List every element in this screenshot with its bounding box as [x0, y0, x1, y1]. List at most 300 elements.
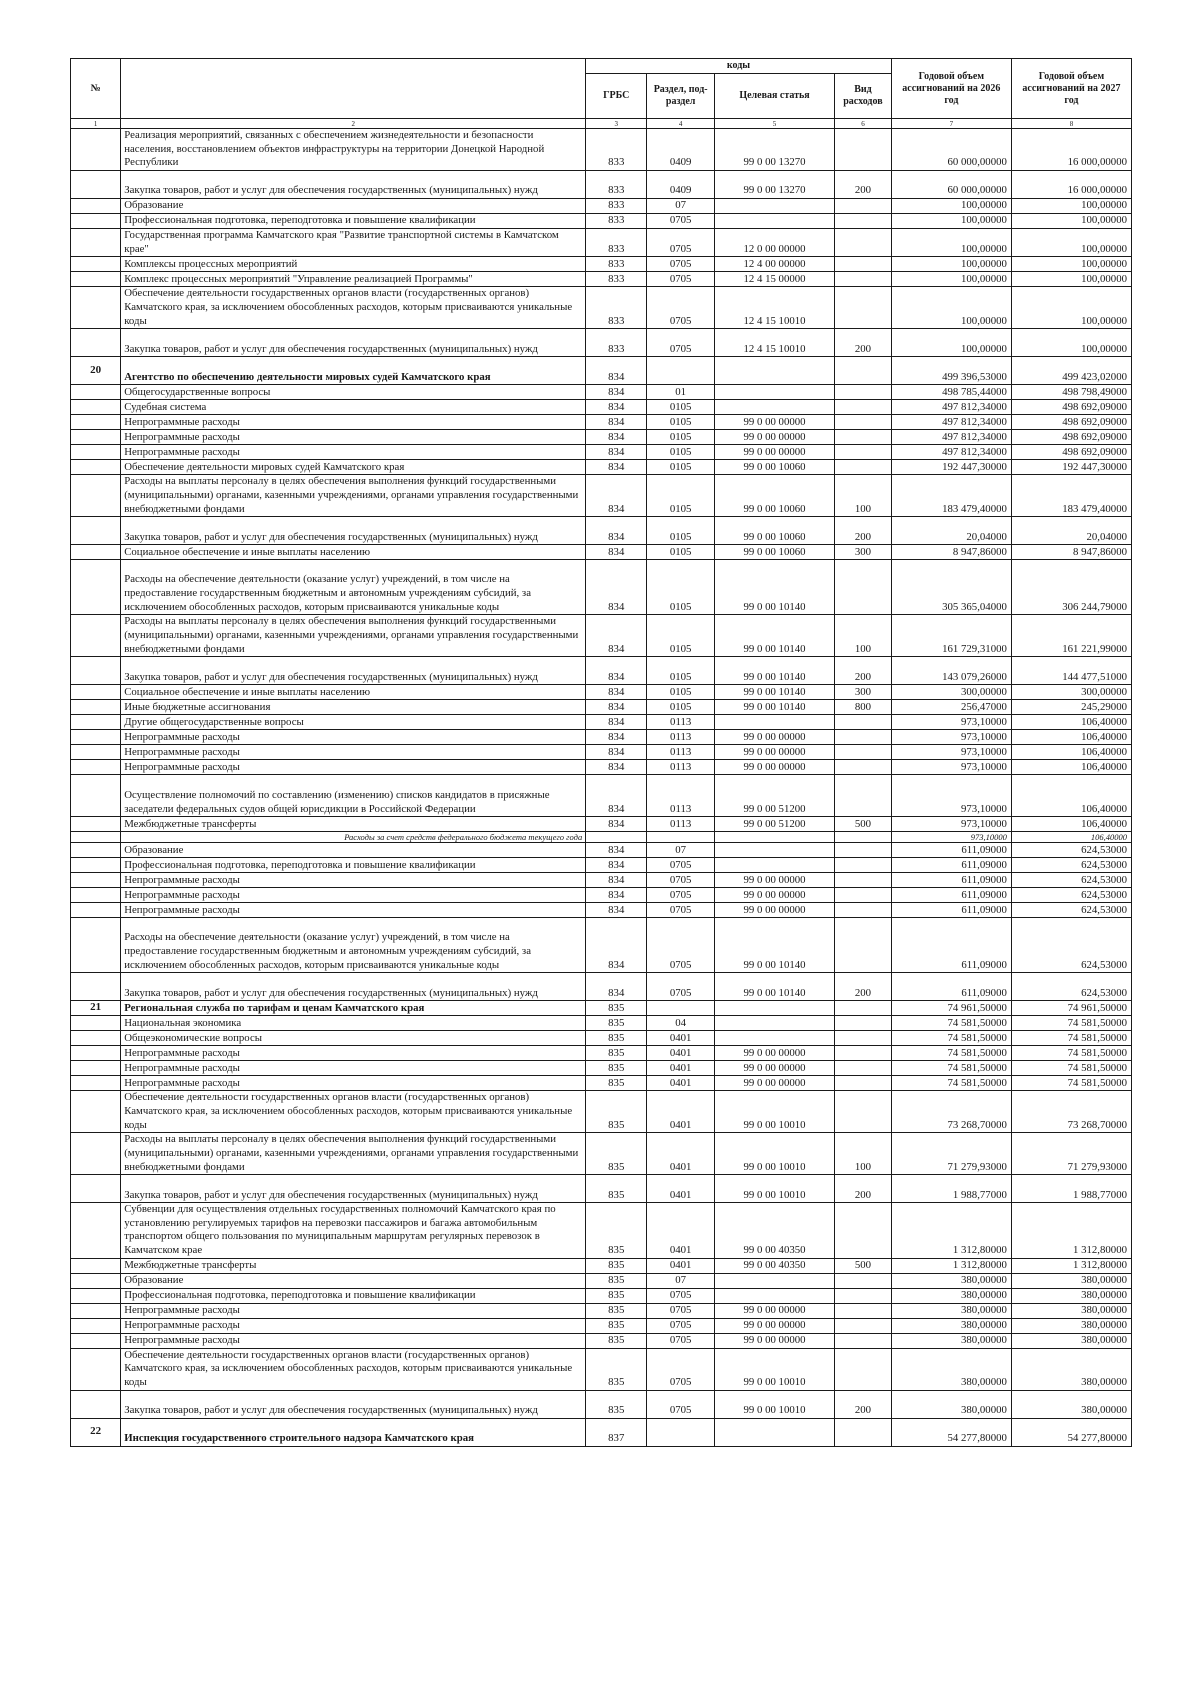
row-amount-2026: 143 079,26000: [891, 657, 1011, 685]
row-target-article: 99 0 00 10060: [714, 545, 834, 560]
row-number: [71, 445, 121, 460]
row-amount-2026: 74 581,50000: [891, 1076, 1011, 1091]
budget-table: [70, 58, 1132, 1447]
row-amount-2026: 1 312,80000: [891, 1203, 1011, 1258]
row-amount-2026: 74 581,50000: [891, 1061, 1011, 1076]
row-number: [71, 973, 121, 1001]
row-name: Закупка товаров, работ и услуг для обеспечения государственных (муниципальных) нужд: [121, 171, 586, 199]
row-number: 22: [71, 1418, 121, 1446]
row-grbs: 834: [586, 730, 647, 745]
row-number: [71, 1303, 121, 1318]
row-target-article: 99 0 00 00000: [714, 903, 834, 918]
table-row: [71, 385, 1132, 400]
colnum: 1: [71, 119, 121, 129]
table-row: [71, 615, 1132, 657]
row-amount-2026: 305 365,04000: [891, 560, 1011, 615]
row-target-article: [714, 843, 834, 858]
row-grbs: 835: [586, 1258, 647, 1273]
row-grbs: 834: [586, 460, 647, 475]
row-amount-2027: 380,00000: [1011, 1348, 1131, 1390]
row-expense-type: [835, 1061, 892, 1076]
row-target-article: 99 0 00 13270: [714, 171, 834, 199]
table-row: [71, 903, 1132, 918]
row-expense-type: [835, 1418, 892, 1446]
row-expense-type: [835, 745, 892, 760]
row-number: [71, 1348, 121, 1390]
row-amount-2027: 624,53000: [1011, 903, 1131, 918]
row-razdel: 0705: [647, 257, 715, 272]
table-row: [71, 1031, 1132, 1046]
table-row: [71, 129, 1132, 171]
row-amount-2027: 54 277,80000: [1011, 1418, 1131, 1446]
row-name: Образование: [121, 843, 586, 858]
table-row: [71, 199, 1132, 214]
row-grbs: 835: [586, 1273, 647, 1288]
header-codes: коды: [586, 59, 892, 74]
row-grbs: 833: [586, 171, 647, 199]
row-amount-2027: 245,29000: [1011, 700, 1131, 715]
row-grbs: 833: [586, 272, 647, 287]
row-target-article: [714, 1016, 834, 1031]
row-amount-2027: 100,00000: [1011, 257, 1131, 272]
table-row: [71, 858, 1132, 873]
row-number: [71, 1061, 121, 1076]
row-target-article: 99 0 00 40350: [714, 1203, 834, 1258]
row-razdel: 0705: [647, 1318, 715, 1333]
row-target-article: 99 0 00 40350: [714, 1258, 834, 1273]
row-amount-2027: 380,00000: [1011, 1303, 1131, 1318]
row-name: Профессиональная подготовка, переподготовка и повышение квалификации: [121, 858, 586, 873]
row-grbs: 834: [586, 843, 647, 858]
row-amount-2027: 16 000,00000: [1011, 129, 1131, 171]
table-row: [71, 171, 1132, 199]
table-row: [71, 700, 1132, 715]
row-razdel: 0105: [647, 460, 715, 475]
row-target-article: 99 0 00 00000: [714, 1333, 834, 1348]
row-target-article: 12 0 00 00000: [714, 229, 834, 257]
row-target-article: 99 0 00 13270: [714, 129, 834, 171]
row-number: [71, 1288, 121, 1303]
row-grbs: 837: [586, 1418, 647, 1446]
row-amount-2027: 624,53000: [1011, 873, 1131, 888]
row-number: [71, 745, 121, 760]
row-target-article: [714, 715, 834, 730]
row-name: Непрограммные расходы: [121, 873, 586, 888]
row-number: [71, 475, 121, 517]
row-number: [71, 199, 121, 214]
row-number: [71, 257, 121, 272]
row-name: Национальная экономика: [121, 1016, 586, 1031]
row-expense-type: [835, 1046, 892, 1061]
colnum: 5: [714, 119, 834, 129]
row-amount-2027: 161 221,99000: [1011, 615, 1131, 657]
table-row: [71, 257, 1132, 272]
row-amount-2026: 74 961,50000: [891, 1001, 1011, 1016]
row-name: Непрограммные расходы: [121, 1076, 586, 1091]
row-target-article: 99 0 00 10010: [714, 1133, 834, 1175]
row-razdel: 0401: [647, 1133, 715, 1175]
row-expense-type: [835, 1303, 892, 1318]
row-amount-2027: 106,40000: [1011, 730, 1131, 745]
row-expense-type: [835, 903, 892, 918]
row-name: Судебная система: [121, 400, 586, 415]
row-razdel: 0113: [647, 745, 715, 760]
row-expense-type: 200: [835, 329, 892, 357]
row-razdel: 04: [647, 1016, 715, 1031]
row-name: Расходы на выплаты персоналу в целях обеспечения выполнения функций государственными (муниципальными) органами, казенными учреждениями, органами управления государственными внебюджетными фондами: [121, 1133, 586, 1175]
row-amount-2027: 100,00000: [1011, 287, 1131, 329]
row-expense-type: 200: [835, 973, 892, 1001]
row-amount-2026: 380,00000: [891, 1288, 1011, 1303]
row-razdel: [647, 357, 715, 385]
row-target-article: 99 0 00 00000: [714, 445, 834, 460]
row-amount-2027: 16 000,00000: [1011, 171, 1131, 199]
row-target-article: 99 0 00 10060: [714, 517, 834, 545]
row-target-article: 99 0 00 10060: [714, 460, 834, 475]
table-row: [71, 545, 1132, 560]
row-amount-2027: 1 312,80000: [1011, 1258, 1131, 1273]
row-target-article: 12 4 15 10010: [714, 287, 834, 329]
row-name: Непрограммные расходы: [121, 445, 586, 460]
row-number: [71, 1258, 121, 1273]
row-grbs: 834: [586, 560, 647, 615]
table-row: [71, 1273, 1132, 1288]
row-amount-2026: 73 268,70000: [891, 1091, 1011, 1133]
row-grbs: 835: [586, 1348, 647, 1390]
table-row: [71, 287, 1132, 329]
row-amount-2026: 74 581,50000: [891, 1046, 1011, 1061]
row-target-article: 99 0 00 00000: [714, 415, 834, 430]
row-name: Субвенции для осуществления отдельных государственных полномочий Камчатского края по установлению регулируемых тарифов на перевозки пассажиров и багажа автомобильным транспортом общего пользования по муниципальным маршрутам регулярных перевозок в Камчатском крае: [121, 1203, 586, 1258]
row-name: Социальное обеспечение и иные выплаты населению: [121, 545, 586, 560]
row-grbs: 834: [586, 973, 647, 1001]
row-expense-type: 100: [835, 475, 892, 517]
table-row: [71, 475, 1132, 517]
row-name: Непрограммные расходы: [121, 430, 586, 445]
row-razdel: 0113: [647, 715, 715, 730]
row-razdel: 0705: [647, 1288, 715, 1303]
row-razdel: 0705: [647, 272, 715, 287]
row-expense-type: [835, 1288, 892, 1303]
row-amount-2026: 380,00000: [891, 1390, 1011, 1418]
row-expense-type: [835, 888, 892, 903]
row-grbs: 833: [586, 329, 647, 357]
row-amount-2026: 192 447,30000: [891, 460, 1011, 475]
row-expense-type: [835, 1273, 892, 1288]
header-name: [121, 59, 586, 119]
row-amount-2027: 106,40000: [1011, 775, 1131, 817]
table-row: [71, 400, 1132, 415]
row-name: Расходы на выплаты персоналу в целях обеспечения выполнения функций государственными (муниципальными) органами, казенными учреждениями, органами управления государственными внебюджетными фондами: [121, 615, 586, 657]
table-row: [71, 272, 1132, 287]
row-amount-2027: 74 581,50000: [1011, 1046, 1131, 1061]
row-amount-2027: 106,40000: [1011, 715, 1131, 730]
row-amount-2027: 100,00000: [1011, 329, 1131, 357]
row-number: [71, 1318, 121, 1333]
row-target-article: 99 0 00 00000: [714, 888, 834, 903]
row-number: [71, 657, 121, 685]
row-amount-2026: 497 812,34000: [891, 415, 1011, 430]
row-amount-2027: 1 312,80000: [1011, 1203, 1131, 1258]
row-razdel: 0105: [647, 445, 715, 460]
row-amount-2026: 973,10000: [891, 745, 1011, 760]
table-row: [71, 843, 1132, 858]
row-razdel: 0105: [647, 700, 715, 715]
row-expense-type: [835, 1031, 892, 1046]
row-number: [71, 858, 121, 873]
table-row: [71, 517, 1132, 545]
row-grbs: 834: [586, 760, 647, 775]
row-amount-2026: 380,00000: [891, 1333, 1011, 1348]
table-row: [71, 415, 1132, 430]
header-2026: Годовой объем ассигнований на 2026 год: [891, 59, 1011, 119]
table-row: [71, 817, 1132, 832]
row-grbs: 835: [586, 1061, 647, 1076]
row-expense-type: [835, 272, 892, 287]
row-number: [71, 214, 121, 229]
row-number: [71, 775, 121, 817]
row-razdel: 0705: [647, 858, 715, 873]
table-row: [71, 357, 1132, 385]
table-row: [71, 1258, 1132, 1273]
row-expense-type: 200: [835, 657, 892, 685]
table-row: [71, 657, 1132, 685]
row-amount-2027: 624,53000: [1011, 973, 1131, 1001]
row-target-article: 99 0 00 00000: [714, 1046, 834, 1061]
row-number: [71, 430, 121, 445]
row-razdel: 0401: [647, 1175, 715, 1203]
row-target-article: 12 4 00 00000: [714, 257, 834, 272]
row-razdel: 0401: [647, 1076, 715, 1091]
row-amount-2026: 74 581,50000: [891, 1016, 1011, 1031]
row-target-article: 12 4 15 00000: [714, 272, 834, 287]
row-number: [71, 817, 121, 832]
row-name: Закупка товаров, работ и услуг для обеспечения государственных (муниципальных) нужд: [121, 517, 586, 545]
row-amount-2027: 380,00000: [1011, 1318, 1131, 1333]
row-expense-type: [835, 832, 892, 843]
colnum: 3: [586, 119, 647, 129]
row-expense-type: 200: [835, 1390, 892, 1418]
row-number: [71, 685, 121, 700]
row-target-article: 99 0 00 10010: [714, 1091, 834, 1133]
row-amount-2026: 498 785,44000: [891, 385, 1011, 400]
table-row: [71, 775, 1132, 817]
row-grbs: 834: [586, 475, 647, 517]
row-number: [71, 918, 121, 973]
row-name: Закупка товаров, работ и услуг для обеспечения государственных (муниципальных) нужд: [121, 1175, 586, 1203]
row-expense-type: 200: [835, 171, 892, 199]
row-target-article: 99 0 00 10010: [714, 1348, 834, 1390]
row-razdel: 0705: [647, 329, 715, 357]
row-name: Непрограммные расходы: [121, 745, 586, 760]
row-number: [71, 517, 121, 545]
row-number: [71, 415, 121, 430]
row-amount-2026: 611,09000: [891, 918, 1011, 973]
row-name: Региональная служба по тарифам и ценам Камчатского края: [121, 1001, 586, 1016]
row-amount-2026: 973,10000: [891, 775, 1011, 817]
row-target-article: 99 0 00 51200: [714, 775, 834, 817]
colnum: 6: [835, 119, 892, 129]
row-name: Непрограммные расходы: [121, 760, 586, 775]
row-expense-type: 300: [835, 685, 892, 700]
row-grbs: 834: [586, 858, 647, 873]
table-row: [71, 1175, 1132, 1203]
header-2027: Годовой объем ассигнований на 2027 год: [1011, 59, 1131, 119]
row-grbs: 835: [586, 1016, 647, 1031]
row-number: [71, 385, 121, 400]
row-name: Иные бюджетные ассигнования: [121, 700, 586, 715]
row-target-article: 99 0 00 10140: [714, 685, 834, 700]
row-target-article: 99 0 00 00000: [714, 1318, 834, 1333]
row-amount-2026: 8 947,86000: [891, 545, 1011, 560]
row-target-article: [714, 832, 834, 843]
row-number: [71, 1031, 121, 1046]
row-grbs: 835: [586, 1390, 647, 1418]
row-amount-2027: 624,53000: [1011, 888, 1131, 903]
row-number: [71, 329, 121, 357]
row-amount-2027: 100,00000: [1011, 214, 1131, 229]
row-amount-2026: 497 812,34000: [891, 430, 1011, 445]
row-amount-2027: 20,04000: [1011, 517, 1131, 545]
row-name: Обеспечение деятельности государственных органов власти (государственных органов) Камчатского края, за исключением обособленных расходов, которым присваиваются уникальные коды: [121, 287, 586, 329]
row-name: Образование: [121, 1273, 586, 1288]
row-amount-2026: 973,10000: [891, 817, 1011, 832]
row-expense-type: [835, 287, 892, 329]
row-amount-2026: 380,00000: [891, 1348, 1011, 1390]
row-name: Закупка товаров, работ и услуг для обеспечения государственных (муниципальных) нужд: [121, 329, 586, 357]
row-name: Обеспечение деятельности государственных органов власти (государственных органов) Камчатского края, за исключением обособленных расходов, которым присваиваются уникальные коды: [121, 1348, 586, 1390]
row-name: Общеэкономические вопросы: [121, 1031, 586, 1046]
row-amount-2026: 499 396,53000: [891, 357, 1011, 385]
row-number: [71, 730, 121, 745]
row-name: Закупка товаров, работ и услуг для обеспечения государственных (муниципальных) нужд: [121, 1390, 586, 1418]
row-target-article: 99 0 00 10140: [714, 657, 834, 685]
row-grbs: 834: [586, 545, 647, 560]
row-expense-type: [835, 1001, 892, 1016]
row-amount-2026: 611,09000: [891, 858, 1011, 873]
row-target-article: 99 0 00 10010: [714, 1390, 834, 1418]
row-razdel: 07: [647, 199, 715, 214]
row-amount-2027: 380,00000: [1011, 1390, 1131, 1418]
row-expense-type: [835, 1016, 892, 1031]
row-razdel: 0401: [647, 1061, 715, 1076]
table-row: [71, 1348, 1132, 1390]
row-razdel: 0113: [647, 775, 715, 817]
row-grbs: 834: [586, 817, 647, 832]
row-amount-2027: 380,00000: [1011, 1273, 1131, 1288]
row-grbs: 834: [586, 615, 647, 657]
row-expense-type: 200: [835, 517, 892, 545]
budget-page: [70, 58, 1132, 1447]
row-grbs: 835: [586, 1046, 647, 1061]
row-expense-type: 300: [835, 545, 892, 560]
row-razdel: 0705: [647, 1390, 715, 1418]
table-row: [71, 229, 1132, 257]
row-razdel: 0705: [647, 888, 715, 903]
row-amount-2027: 8 947,86000: [1011, 545, 1131, 560]
row-number: [71, 1175, 121, 1203]
row-amount-2027: 100,00000: [1011, 272, 1131, 287]
row-amount-2026: 183 479,40000: [891, 475, 1011, 517]
row-amount-2027: 74 581,50000: [1011, 1061, 1131, 1076]
row-expense-type: [835, 1203, 892, 1258]
row-grbs: 834: [586, 385, 647, 400]
row-amount-2026: 100,00000: [891, 272, 1011, 287]
table-row: [71, 430, 1132, 445]
row-name: Непрограммные расходы: [121, 730, 586, 745]
row-target-article: [714, 214, 834, 229]
row-amount-2026: 100,00000: [891, 287, 1011, 329]
table-row: [71, 1061, 1132, 1076]
row-target-article: 99 0 00 10140: [714, 560, 834, 615]
row-expense-type: [835, 730, 892, 745]
row-grbs: 835: [586, 1031, 647, 1046]
row-amount-2027: 106,40000: [1011, 832, 1131, 843]
row-target-article: 99 0 00 00000: [714, 1076, 834, 1091]
row-number: [71, 287, 121, 329]
row-expense-type: 500: [835, 1258, 892, 1273]
table-row: [71, 1016, 1132, 1031]
table-row: [71, 460, 1132, 475]
row-expense-type: 200: [835, 1175, 892, 1203]
row-name: Непрограммные расходы: [121, 415, 586, 430]
row-name: Непрограммные расходы: [121, 1061, 586, 1076]
row-amount-2026: 611,09000: [891, 973, 1011, 1001]
row-expense-type: [835, 199, 892, 214]
table-row: [71, 1333, 1132, 1348]
row-expense-type: [835, 1318, 892, 1333]
row-number: [71, 903, 121, 918]
row-grbs: 834: [586, 415, 647, 430]
row-name: Профессиональная подготовка, переподготовка и повышение квалификации: [121, 1288, 586, 1303]
table-row: [71, 445, 1132, 460]
row-name: Непрограммные расходы: [121, 1303, 586, 1318]
row-target-article: 99 0 00 00000: [714, 873, 834, 888]
row-name: Закупка товаров, работ и услуг для обеспечения государственных (муниципальных) нужд: [121, 973, 586, 1001]
row-amount-2026: 71 279,93000: [891, 1133, 1011, 1175]
row-number: [71, 715, 121, 730]
row-amount-2026: 100,00000: [891, 199, 1011, 214]
row-amount-2027: 380,00000: [1011, 1333, 1131, 1348]
row-name: Расходы на обеспечение деятельности (оказание услуг) учреждений, в том числе на предоставление государственным бюджетным и автономным учреждениям субсидий, за исключением обособленных расходов, которым присваиваются уникальные коды: [121, 918, 586, 973]
row-target-article: 99 0 00 10140: [714, 700, 834, 715]
row-grbs: 833: [586, 214, 647, 229]
table-row: [71, 918, 1132, 973]
row-razdel: 0105: [647, 560, 715, 615]
row-razdel: 0705: [647, 973, 715, 1001]
row-razdel: 0705: [647, 287, 715, 329]
row-number: [71, 545, 121, 560]
table-body: [71, 129, 1132, 1447]
table-row: [71, 832, 1132, 843]
row-name: Закупка товаров, работ и услуг для обеспечения государственных (муниципальных) нужд: [121, 657, 586, 685]
table-row: [71, 1046, 1132, 1061]
row-number: [71, 1203, 121, 1258]
row-target-article: 99 0 00 00000: [714, 430, 834, 445]
row-razdel: 0105: [647, 400, 715, 415]
row-expense-type: [835, 1333, 892, 1348]
table-row: [71, 685, 1132, 700]
row-name: Агентство по обеспечению деятельности мировых судей Камчатского края: [121, 357, 586, 385]
row-amount-2027: 380,00000: [1011, 1288, 1131, 1303]
row-number: [71, 1133, 121, 1175]
row-target-article: [714, 400, 834, 415]
row-amount-2026: 60 000,00000: [891, 129, 1011, 171]
row-amount-2027: 106,40000: [1011, 745, 1131, 760]
row-razdel: 07: [647, 1273, 715, 1288]
row-razdel: 0105: [647, 415, 715, 430]
row-razdel: 0113: [647, 817, 715, 832]
